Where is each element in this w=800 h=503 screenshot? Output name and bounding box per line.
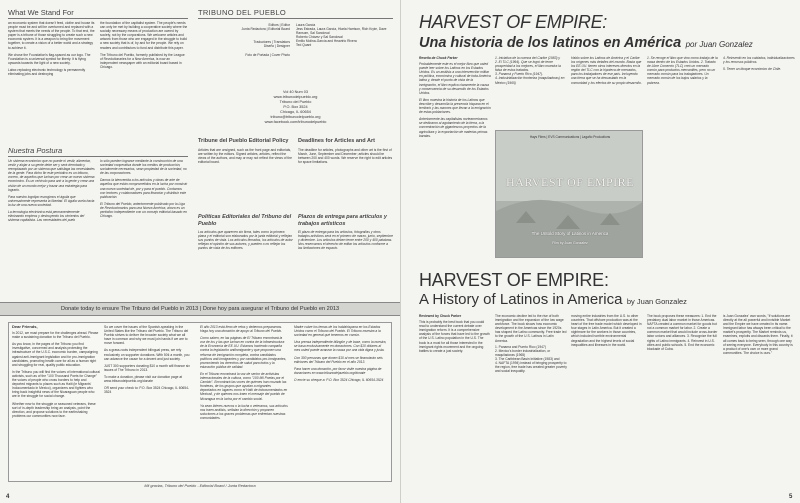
nuestra-p4: lo sólo pueden lograrse mediante la construcción de una sociedad cooperativa donde los medios de producción, socialmente necesarios, sean propiedad de la sociedad, no de las corporaciones. [100,159,187,176]
editorial-policy [198,138,293,213]
review-en-p1: This is probably the best book that you could read to understand the current debate over immigration reform. It is a comprehensive analysis of the forces that have led to the growth of the U.S. Latino population in the U.S. The book is a must for all those interested in the immigrant rights movement and the ongoing battles to create a just society. [419,320,490,353]
carta-p8[interactable]: Para hacer una donación, por favor visite nuestra página de donaciones en www.tribunodelpueblo.org/donate [294,366,382,375]
review-es-col5 [723,56,795,264]
letter-p3: In the Tribuno you will find the voices of international cultural activists, such as of the "100 Thousand Poets for Change" the voices of people who cross borders to help and deported migrants to places such as Haiti (ie Migrants' Indocumentado in Mexico), organizers and fighters who bring back insightful news of the Nicaraguan people who are in the struggle for social change. [12,369,100,399]
carta-p9: O envíe su cheque a: P.O. Box 3524 Chicago, IL 60654-3524 [294,377,384,382]
subtitle-es: Una historia de los latinos en América [419,35,682,51]
role-translators: Traductores | Translators [253,40,290,45]
title-rule [8,18,188,19]
review-es-list-3: 3. Panamá y Puerto Rico (1947). [495,72,544,77]
review-es-p3: Anteriormente las capitalistas norteamericanos se dedicaron al agotamiento de la tierra, a la concentración de gigantescos proyectos de la agricultura y la exportación de materias primas baratas. [419,117,488,138]
masthead-names [296,23,391,87]
review-en-list-3: 3. The Caribbean Basin Initiative (1983) and [495,356,560,361]
what-we-stand-for-title: What We Stand For [8,8,74,17]
cover-title: HARVEST OF EMPIRE [505,175,634,189]
stand-p2: We chose the Foundation's flag-spaced as our logo. The Foundation is a universal symbol for liberty. It is flying upwards towards the light of a new society. [8,52,91,65]
review-es-list-1: 1. Iniciativa de la cuenca del Caribe (1983) y [495,56,561,60]
letter-p7: JUST 300 supporters donating $10 a month will finance six issues of The Tribuno in 2013. [104,363,190,372]
po-box: P.O. Box 3524 [283,105,308,109]
byline-es: por Juan Gonzalez [685,40,753,49]
letter-p9: OR send your check to: P.O. Box 3524 Chicago, IL 60654-3524 [104,386,190,395]
letter-col2 [104,325,192,477]
deadlines-title: Deadlines for Articles and Art [298,138,375,144]
stand-p1: an economic system that doesn't feed, clothe and house its people must be and will be overturned and replaced with a system that meets the needs of the people. To that end, the paper is a tribune of those struggling to create such a new economic system. It is a weapon to bring the movement together, to create a vision of a better world and a strategy to achieve it. [8,21,95,50]
plazos-text: El plazo de entrega para los artículos, fotografías y otros trabajos artísticos será en el primero de marzo, junio, septiembre y diciembre. Los artículos deben tener entre 200 y 400 palabras. Nos reservamos el derecho de editar los artículos conforme a las limitaciones de espacio. [298,230,393,251]
review-en-col2 [495,314,567,490]
subtitle-en: A History of Latinos in America [419,291,623,308]
letter-p6: As a grass-roots independent bilingual press, we rely exclusively on supporter donations. With 50¢ a month, you can advance the cause for a decent and just society. [104,348,190,361]
nuestra-p6: El Tribuno del Pueblo, anteriormente publicado por la Liga de Revolucionarios para una Nueva América, ahora es un periódico independiente con un consejo editorial basado en Chicago. [100,201,187,219]
masthead-title: TRIBUNO DEL PUEBLO [198,8,287,17]
city: Chicago, IL 60654 [280,110,311,114]
what-we-stand-for-col1 [8,21,96,139]
review-es-col3: Hablo sobre los Latinos de América y el Caribe los orígenes más detalles del mundo. Basta que los EE.UU. tienen otros intereses directos en la región del TLC con la hipoteca de mercados, para los trabajadores de ese país. Incluyendo una tierra que se ha desvastado en la comunidad y los efectos de su propio desarrollo. [571,56,642,85]
name-designer: Emilio Molina-García and Heavtrio Rivera [296,39,357,44]
cover-byline: Film by Juan Gonzalez [552,241,588,245]
deadlines-text: The deadline for articles, photographs and other art is the first of March, June, September and December; articles should be between 200 and 400 words. We reserve the right to edit articles for space limitations. [298,147,393,164]
title-rule [198,18,393,19]
review-es-byline: Reseña de Chuck Parker [419,56,458,60]
film-cover-image [495,130,643,258]
carta-p6: Una prensa independiente bilingüe y de base, como la nuestra, se basa exclusivamente en donaciones. Con $10 dólares al mes usted puede avanzar la causa por una vida digna y justa. [294,340,387,353]
carta-p7: Con 300 personas que donen $10 al mes se financiarán seis ediciones del Tribuno del Pueblo en el año 2013. [294,355,383,364]
name-translators: Roberto Chávez y Sal Sandoval [296,35,343,40]
review-en-byline: Reviewed by Chuck Parker [419,314,462,318]
masthead-roles [198,23,290,83]
stand-p4: the foundation of the capitalist system. The people's needs can only be met by building a cooperative society where the socially necessary means of production are owned by society, not by the corporations. We welcome articles and artwork from those who are engaged in the struggle to build a new society that is of, by and for the people. We rely on readers and contributors to fund and distribute this paper. [100,21,188,50]
editorial-policy-title: Tribune del Pueblo Editorial Policy [198,138,289,144]
nuestra-p2: Para nuestro logotipo escogimos el águila que universalmente representa la libertad. El águila vuela hacia la luz de una nueva sociedad. [8,194,95,207]
review-en-col1 [419,314,491,490]
nuestra-col2 [100,159,188,287]
review-en-col4: The book proposes these measures: 1. End the predatory dual labor market in those Americas. NAFTA created a common market for goods but not a common market for labor. 2. Create a common market that would include cross-border labor unions and alliances. 3. Recognize the full rights of Latino immigrants. 4. Reinvest in U.S. cities and public schools. 5. End the economic blockade of Cuba. [647,314,718,351]
review-es-p1: Probablemente este es el mejor libro que usted puede leer sobre los Latinos en los Estados Unidos. Es un análisis a una intervención militar en política, económica y cultural de toda América latina y, desde el punto de vista de la inmigración, el libro explica claramente la causa y consecuencia de su desarrollo de los Estados Unidos. [419,62,491,95]
right-page [400,0,800,503]
role-editors: Editors | Editor [268,23,290,27]
byline-en: by Juan Gonzalez [626,297,687,306]
carta-p5: Madre cubre los temas de los hablahispana en los Estados Unidos como el Tribuno del Pueblo. El Tribuno muestra a la sociedad en general qué tenemos en común. [294,325,381,338]
letter-p4: Whether new to the struggle or seasoned veterans, these sort of in-depth leadership bring an analysis, point the direction, and propose solutions to the earthshaking problems our communities now face. [12,401,96,418]
nuestra-p3: La tecnología electrónica está permanentemente eliminando empleos y destruyendo los cimientos del sistema capitalista. Las necesidades del pueb [8,210,85,223]
letter-thanks: Mil gracias, Tribuno del Pueblo - Editorial Board / Junta Redactora [144,484,256,488]
review-es-col5-a: 4. Reinventó en los cuidados, individualizaciones y los recursos públicos. [723,56,795,65]
title-es: HARVEST OF EMPIRE: [419,12,607,32]
plazos-de-entrega [298,214,393,292]
letter-col1 [12,325,100,477]
name-editor: Laura García [296,23,316,27]
role-board: Junta Redactora | Editorial Board [241,27,290,32]
letter-p1: In 2012, we must prepare for the challenges ahead. Please make a sustaining donation to the Tribuno del Pueblo. [12,331,99,340]
politicas-editoriales [198,214,293,292]
page-number-right: 5 [789,494,793,500]
carta-p2: Como saben, en las páginas de El Tribuno encontrará la voz de los y las que luchan en contra de la infraestructura de la Economía de EE.UU. Estamos haciendo campaña contra la legislación antiinmigrante y que proponen una reforma de inmigración completa, contra candidatos políticos anti-inmigrantes y por candidatos pro-inmigrantes, promoviendo los derechos de salud para todos y la educación pública de calidad. [200,336,287,369]
org-name: Tribuno del Pueblo [279,100,312,104]
website-link[interactable]: www.tribunodelpueblo.org [273,95,318,99]
editorial-policy-text: Articles that are unsigned, such as the front page and editorials, are written by the editors. Signed articles, articles, reflect the views of the authors, and may or may not reflect the views of the editorial board. [198,147,293,164]
stand-p3: Labor-replacing electronic technology is permanently eliminating jobs and destroying [8,67,86,77]
letter-col3 [200,325,288,477]
letter-greeting: Dear Friends, [12,325,38,329]
subtitle-en-row [419,291,794,309]
carta-p1: El año 2013 está lleno de retos y debemos prepararnos. Haga hoy una donación de apoyo al Tribuno del Pueblo. [200,325,283,334]
review-en-list-2: 2. Mexico's border industrialization, or maquiladoras (1965) [495,348,551,357]
review-es-col4: 1. Se recoge el libro que vino como trabajo de la masa dentro de los Estados Unidos. 2. Tratado de Libre Comercio (TLC) creó un mercado común para productos mercantiles, pero no un mercado común para los trabajadores. Un mercado común de los bajos salarios y la pobreza. [647,56,718,85]
politicas-text: Los artículos que aparecen sin firma, tales como la primera plana y el editorial son elaborados por la junta editorial y reflejan sus puntos de vista. Los artículos firmados, los artículos de autor reflejan el opinión de sus autores, y pueden o no reflejar los puntos de vista de los editores. [198,230,293,251]
nuestra-p1: Un sistema económico que no puede ni vestir, alimentar, vestir y alojar a su gente debe ser y será derrotado y reemplazado por un sistema que satisfaga las necesidades de la gente. Para dicho fin este periódico es un tribuno, vocero, de aquellos que luchan por crear un nuevo sistema económico. Es un vehículo para unir a la gente y crear una visión de un mundo mejor y trazar una estrategia para lograrlo. [8,159,95,192]
role-cover: Foto de Portada | Cover Photo [245,53,290,58]
masthead-contact [198,90,393,134]
nuestra-postura-title: Nuestra Postura [8,146,63,155]
review-es-p2: El libro muestra la historia de los Latinos que describe y desarrolla la presencia hispana en el territorio y las razones que llevan a la emigración de estas poblaciones. [419,97,491,115]
review-es-list-4: 4. Industrialización fronteriza (maquiladoras) en México (1965) [495,76,565,85]
cover-publishers: Hays Films | EVS Communications | Lagaño Productions [529,135,611,139]
letter-p2: As you know, in the pages of the Tribuno you find investigative, concerned and analysis protesting the infrastructure of the U.S.C. economic burden, campaigning against anti-immigrant legislation and for pro-immigration candidates, promoting health care for all as a human right and struggling for real, quality public education. [12,342,98,367]
letter-col4 [294,325,388,477]
name-cover: Ted Quant [296,43,312,48]
title-rule [8,156,188,157]
review-en-col5: is Juan Gonzalez' own words, "If solutions are directly at the all powerful and invisible Market and the Empire we have created in its name. Immigrant labor has always been critical to the market's prosperity. The Market reminds us, examines, exploits and discards them. Finally, it all comes back to being seen, through one way of seeing everyone. Everybody in this country is a product of one's own or more grand communities. The choice is ours." [723,314,793,355]
page-number-left: 4 [6,494,10,500]
title-en: HARVEST OF EMPIRE: [419,270,609,290]
review-es-list-2: 2. El TLC (1994). Que se logró de tener prosperidad a los mejores, el libro muestra la falsa de estos tratados. [495,60,561,73]
plazos-title: Plazos de entrega para artículos y trabajos artísticos [298,214,387,227]
volume: Vol 40 Num 03 [283,90,308,94]
facebook-link[interactable]: www.facebook.com/tribunodelpueblo [264,120,327,124]
role-designer: Diseño | Designer [263,44,290,49]
subtitle-es-row [419,34,789,52]
nuestra-p5: Damos la bienvenida a los artículos y obras de arte de aquellos que están comprometidos en la lucha por construir una nueva sociedad de, por y para el pueblo. Contamos con lectores y colaboradores para financiar y distribuir este publicación. [100,178,188,199]
carta-p4: Ya sean líderes nuevos o la lucha o veteranos, sus artículos nos traen análisis, señalan la dirección y proponen soluciones a los graves problemas que enfrentan nuestras comunidades. [200,403,288,420]
cover-subtitle: The Untold Story of Latinos in America [531,231,609,236]
letter-p5: So we cover the issues of the Spanish-speaking in the United States like the Tribuno del Pueblo. The Tribuno del Pueblo strives to deliver the broader society what we all have in common and why we must join hands if we are to move forward. [104,325,189,346]
review-es-col5-b: 5. Tener un bloque económico de Chile. [723,67,782,72]
review-en-col3: moving entire industries from the U.S. to other countries. That offshore production was at the heart of the free trade model which developed in four stages in Latin America. But it created a nightmare for the workers in those countries, which included horrible environmental degradation and the highest levels of social inequalities and illnesses in the world. [571,314,642,347]
review-en-list-4: 4. NAFTA (1994) instead of bringing prosperity to the region, free trade has created greater poverty and social inequality. [495,361,567,374]
review-es-col1 [419,56,491,264]
what-we-stand-for-col2 [100,21,188,139]
nuestra-col1 [8,159,96,287]
email-link[interactable]: tribuno@tribunodelpueblo.org [270,115,321,119]
name-board: Jess Estrada, Laura García, Hiarla Harrison, Rich Krpie, Dave Ransom, Sal Sandoval [296,27,387,36]
review-en-p2: The economic decline led to the rise of both immigration and the expansion of the low wage workforce. The book shows how economic development in the Americas since the 1920s has shaped the Latino community. Free trade led to the growth of the U.S. Latinos in Latin America. [495,314,567,343]
review-en-list-1: 1. Panama and Puerto Rico (1947) [495,344,546,349]
donate-banner [0,302,400,316]
carta-p3: En el Tribuno encontrará la voz de sector de activistas internacionales de la cultura, como "100 Mil Poetas por el Cambio". Encontrará las voces de quienes han cruzado las fronteras, de los grupos que ayudan a migrantes deportados en lugares como el Haití de indocumentados en Mexicali, y de quienes nos traen el mensaje del pueblo de Nicaragua en la lucha por el cambio social. [200,371,288,401]
review-es-col2 [495,56,567,126]
landscape-icon [496,131,643,258]
deadlines [298,138,393,213]
donate-banner-text: Donate today to ensure The Tribuno del Pueblo in 2013 | Done hoy para asegurar el Tribuno del Pueblo en 2013 [60,306,340,312]
politicas-title: Políticas Editoriales del Tribuno del Pueblo [198,214,292,227]
stand-p5: The Tribuno del Pueblo, formerly published by the League of Revolutionaries for a New America, is now an independent newspaper with an editorial board based in Chicago. [100,52,185,69]
letter-p8[interactable]: To make a donation, please visit our donation page at www.tribunodelpueblo.org/donate [104,374,183,384]
